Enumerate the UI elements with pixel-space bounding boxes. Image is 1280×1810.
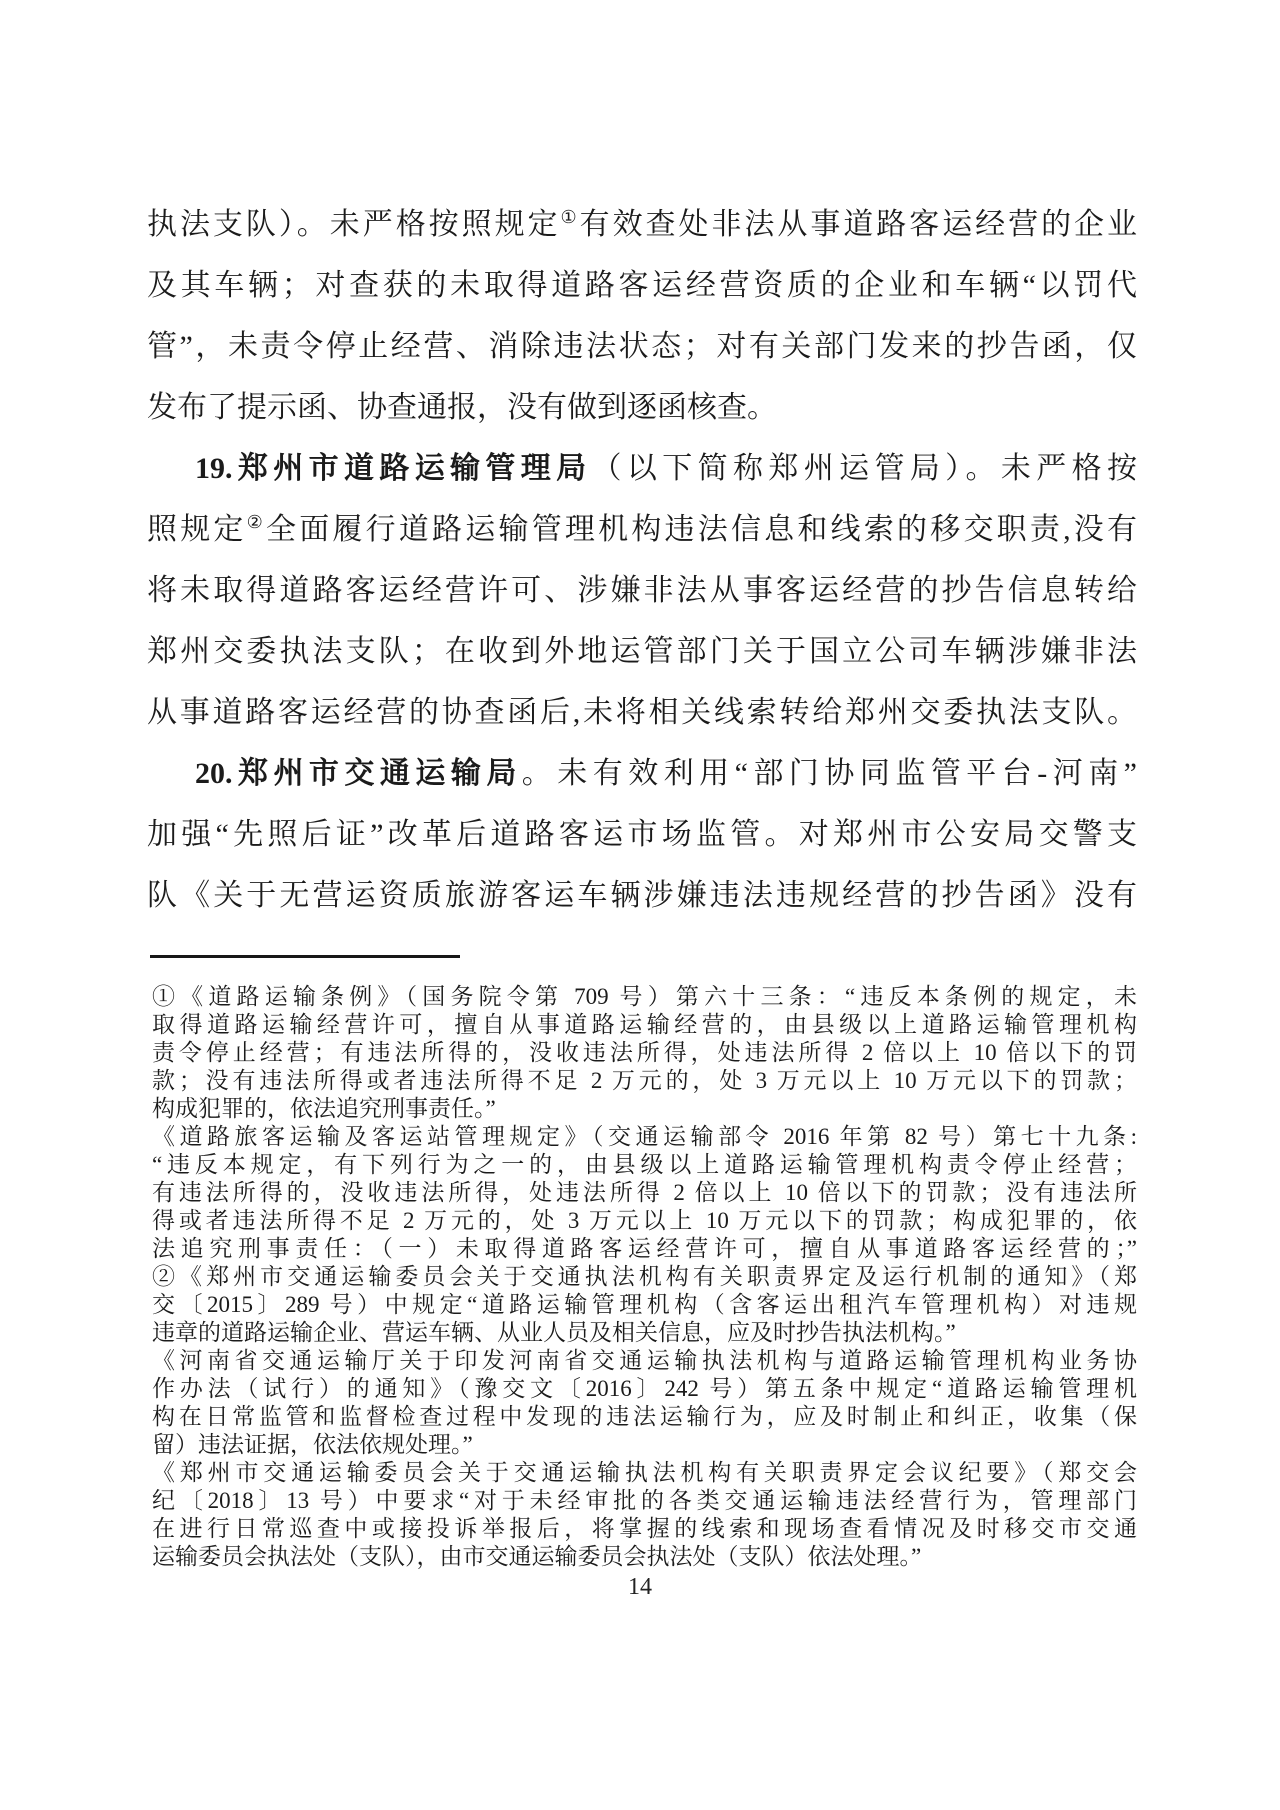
text-line	[152, 1011, 1137, 1039]
paragraph-continuation	[147, 194, 1137, 438]
text-segment: 执法支队）。未严格按照规定	[147, 208, 561, 241]
text-segment: 构成犯罪的，依法追究刑事责任。”	[152, 1096, 496, 1121]
text-line	[152, 1487, 1137, 1515]
text-line	[152, 1431, 1137, 1459]
paragraph-item-20	[147, 743, 1137, 926]
text-segment: 取得道路运输经营许可，擅自从事道路运输经营的，由县级以上道路运输管理机构	[152, 1012, 1137, 1037]
text-segment: 队《关于无营运资质旅游客运车辆涉嫌违法违规经营的抄告函》没有	[147, 879, 1137, 912]
text-line	[152, 1067, 1137, 1095]
text-segment: 《河南省交通运输厅关于印发河南省交通运输执法机构与道路运输管理机构业务协	[152, 1348, 1137, 1373]
text-segment: 《郑州市交通运输委员会关于交通运输执法机构有关职责界定会议纪要》（郑交会	[152, 1460, 1137, 1485]
footnote-marker: ①	[560, 206, 580, 227]
text-line	[152, 1207, 1137, 1235]
text-line	[147, 499, 1137, 560]
text-line	[152, 1375, 1137, 1403]
text-line	[147, 682, 1137, 743]
text-line	[152, 983, 1137, 1011]
text-segment: 交〔2015〕289 号）中规定“道路运输管理机构（含客运出租汽车管理机构）对违规	[152, 1292, 1137, 1317]
text-line	[147, 621, 1137, 682]
text-segment: 照规定	[147, 513, 247, 546]
text-line	[152, 1403, 1137, 1431]
text-line	[147, 377, 1137, 438]
text-line	[152, 1095, 1137, 1123]
text-segment: 在进行日常巡查中或接投诉举报后，将掌握的线索和现场查看情况及时移交市交通	[152, 1516, 1137, 1541]
item-heading-text: 19.郑州市道路运输管理局	[195, 452, 592, 485]
text-segment: 将未取得道路客运经营许可、涉嫌非法从事客运经营的抄告信息转给	[147, 574, 1137, 607]
page-number: 14	[628, 1574, 652, 1600]
text-line	[152, 1347, 1137, 1375]
text-segment: 运输委员会执法处（支队），由市交通运输委员会执法处（支队）依法处理。”	[152, 1544, 922, 1569]
text-segment: 从事道路客运经营的协查函后,未将相关线索转给郑州交委执法支队。	[147, 696, 1137, 729]
text-segment: 及其车辆；对查获的未取得道路客运经营资质的企业和车辆“以罚代	[147, 269, 1137, 302]
text-segment: 纪〔2018〕13 号）中要求“对于未经审批的各类交通运输违法经营行为，管理部门	[152, 1488, 1137, 1513]
text-segment: 郑州交委执法支队；在收到外地运管部门关于国立公司车辆涉嫌非法	[147, 635, 1137, 668]
footnote-separator-rule	[150, 955, 460, 958]
text-segment: 构在日常监管和监督检查过程中发现的违法运输行为，应及时制止和纠正，收集（保	[152, 1404, 1137, 1429]
footnote-marker: ②	[246, 511, 266, 532]
item-heading-text: 20.郑州市交通运输局	[195, 757, 522, 790]
text-line	[147, 194, 1137, 255]
text-segment: 法追究刑事责任：（一）未取得道路客运经营许可，擅自从事道路客运经营的；”	[152, 1236, 1137, 1261]
text-segment: 。未有效利用“部门协同监管平台-河南”	[521, 757, 1138, 790]
paragraph-item-19	[147, 438, 1137, 743]
text-line	[152, 1263, 1137, 1291]
text-line	[152, 1179, 1137, 1207]
text-line	[152, 1291, 1137, 1319]
text-segment: （以下简称郑州运管局）。未严格按	[591, 452, 1138, 485]
text-segment: 款；没有违法所得或者违法所得不足 2 万元的，处 3 万元以上 10 万元以下的罚款；	[152, 1068, 1138, 1093]
text-line	[152, 1039, 1137, 1067]
text-segment: 发布了提示函、协查通报，没有做到逐函核查。	[147, 391, 777, 424]
text-segment: ②《郑州市交通运输委员会关于交通执法机构有关职责界定及运行机制的通知》（郑	[152, 1264, 1137, 1289]
text-line	[152, 1459, 1137, 1487]
text-line	[147, 316, 1137, 377]
text-segment: 留）违法证据，依法依规处理。”	[152, 1432, 473, 1457]
text-segment: 责令停止经营；有违法所得的，没收违法所得，处违法所得 2 倍以上 10 倍以下的罚	[152, 1040, 1138, 1065]
text-segment: 有效查处非法从事道路客运经营的企业	[579, 208, 1138, 241]
text-segment: 全面履行道路运输管理机构违法信息和线索的移交职责,没有	[266, 513, 1138, 546]
text-segment: ①《道路运输条例》（国务院令第 709 号）第六十三条：“违反本条例的规定，未	[152, 984, 1137, 1009]
text-segment: “违反本规定，有下列行为之一的，由县级以上道路运输管理机构责令停止经营；	[152, 1152, 1137, 1177]
text-segment: 违章的道路运输企业、营运车辆、从业人员及相关信息，应及时抄告执法机构。”	[152, 1320, 956, 1345]
text-line	[152, 1319, 1137, 1347]
text-line	[147, 560, 1137, 621]
text-segment: 管”，未责令停止经营、消除违法状态；对有关部门发来的抄告函，仅	[147, 330, 1137, 363]
text-segment: 作办法（试行）的通知》（豫交文〔2016〕242 号）第五条中规定“道路运输管理机	[152, 1376, 1137, 1401]
text-line	[147, 255, 1137, 316]
text-line	[152, 1151, 1137, 1179]
text-segment: 《道路旅客运输及客运站管理规定》（交通运输部令 2016 年第 82 号）第七十九条:	[152, 1124, 1137, 1149]
text-segment: 加强“先照后证”改革后道路客运市场监管。对郑州市公安局交警支	[147, 818, 1137, 851]
body-text	[147, 194, 1137, 926]
text-line	[147, 804, 1137, 865]
text-line	[152, 1235, 1137, 1263]
text-segment: 有违法所得的，没收违法所得，处违法所得 2 倍以上 10 倍以下的罚款；没有违法所	[152, 1180, 1137, 1205]
footnotes-block	[152, 983, 1137, 1571]
text-line	[152, 1543, 1137, 1571]
text-line	[147, 865, 1137, 926]
text-line	[147, 438, 1137, 499]
text-line	[152, 1515, 1137, 1543]
text-line	[147, 743, 1137, 804]
text-segment: 得或者违法所得不足 2 万元的，处 3 万元以上 10 万元以下的罚款；构成犯罪的，依	[152, 1208, 1137, 1233]
text-line	[152, 1123, 1137, 1151]
